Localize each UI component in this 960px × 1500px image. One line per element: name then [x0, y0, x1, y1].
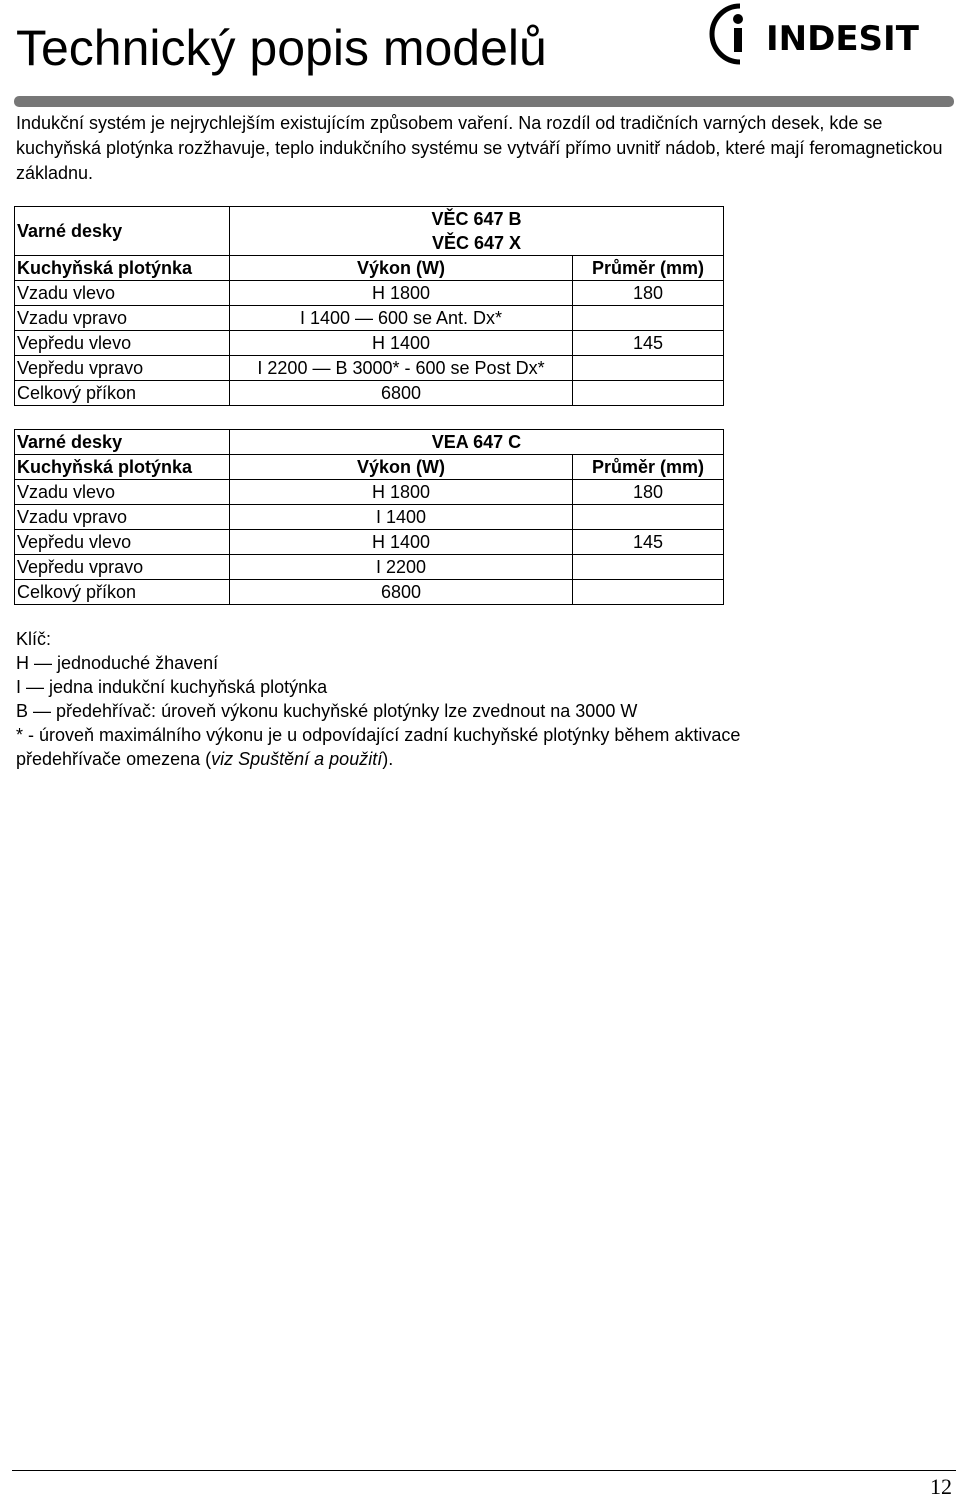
table-row [15, 306, 724, 331]
table-header-label: Varné desky [15, 207, 230, 256]
column-header-hob: Kuchyňská plotýnka [15, 455, 230, 480]
hob-power: H 1800 [230, 281, 573, 306]
key-reference: viz Spuštění a použití [211, 749, 383, 769]
table-row [15, 480, 724, 505]
table-model-cell [230, 207, 724, 256]
key-line: I — jedna indukční kuchyňská plotýnka [16, 677, 328, 697]
table-total-row [15, 381, 724, 406]
table-row [15, 530, 724, 555]
table-row [15, 281, 724, 306]
hob-name: Vzadu vlevo [15, 480, 230, 505]
hob-name: Vepředu vpravo [15, 555, 230, 580]
table-row [15, 505, 724, 530]
header-divider [14, 96, 954, 107]
hob-name: Vzadu vlevo [15, 281, 230, 306]
hob-diameter [573, 306, 724, 331]
hob-diameter: 180 [573, 480, 724, 505]
spec-table-vea647 [14, 429, 724, 605]
key-heading: Klíč: [16, 629, 52, 649]
table-header-label: Varné desky [15, 430, 230, 455]
hob-name: Vepředu vpravo [15, 356, 230, 381]
column-header-diameter: Průměr (mm) [573, 455, 724, 480]
table-row [15, 356, 724, 381]
hob-diameter: 180 [573, 281, 724, 306]
hob-diameter: 145 [573, 530, 724, 555]
model-name-b: VĚC 647 B [431, 209, 522, 229]
page-number: 12 [930, 1474, 952, 1499]
key-line: * - úroveň maximálního výkonu je u odpovídající zadní kuchyňské plotýnky během aktivace [16, 725, 741, 745]
total-label: Celkový příkon [15, 381, 230, 406]
spec-table-vec647 [14, 206, 724, 406]
hob-power: I 2200 [230, 555, 573, 580]
hob-power: H 1400 [230, 530, 573, 555]
hob-name: Vepředu vlevo [15, 331, 230, 356]
hob-power: I 1400 — 600 se Ant. Dx* [230, 306, 573, 331]
footer-divider [12, 1470, 956, 1471]
key-line: H — jednoduché žhavení [16, 653, 219, 673]
hob-power: I 1400 [230, 505, 573, 530]
column-header-diameter: Průměr (mm) [573, 256, 724, 281]
hob-power: H 1800 [230, 480, 573, 505]
model-name: VEA 647 C [230, 430, 724, 455]
hob-diameter: 145 [573, 331, 724, 356]
hob-diameter [573, 356, 724, 381]
total-label: Celkový příkon [15, 580, 230, 605]
brand-wordmark: INDESIT [766, 19, 919, 59]
column-header-hob: Kuchyňská plotýnka [15, 256, 230, 281]
hob-name: Vepředu vlevo [15, 530, 230, 555]
total-value: 6800 [230, 580, 573, 605]
column-header-power: Výkon (W) [230, 455, 573, 480]
total-value: 6800 [230, 381, 573, 406]
table-row [15, 331, 724, 356]
hob-diameter [573, 555, 724, 580]
hob-power: I 2200 — B 3000* - 600 se Post Dx* [230, 356, 573, 381]
intro-paragraph: Indukční systém je nejrychlejším existujícím způsobem vaření. Na rozdíl od tradičních varných desek, kde se kuchyňská plotýnka rozžhavuje, teplo indukčního systému se vytváří přímo uvnitř nádob, které mají feromagnetickou základnu. [16, 113, 943, 183]
page-title: Technický popis modelů [16, 20, 547, 76]
indesit-logo [706, 2, 938, 68]
key-legend [16, 627, 740, 771]
hob-power: H 1400 [230, 331, 573, 356]
hob-name: Vzadu vpravo [15, 505, 230, 530]
hob-name: Vzadu vpravo [15, 306, 230, 331]
key-line-last: předehřívače omezena (viz Spuštění a použití). [16, 749, 394, 769]
column-header-power: Výkon (W) [230, 256, 573, 281]
key-line: B — předehřívač: úroveň výkonu kuchyňské plotýnky lze zvednout na 3000 W [16, 701, 638, 721]
hob-diameter [573, 505, 724, 530]
table-row [15, 555, 724, 580]
model-name-x: VĚC 647 X [431, 233, 522, 253]
table-total-row [15, 580, 724, 605]
